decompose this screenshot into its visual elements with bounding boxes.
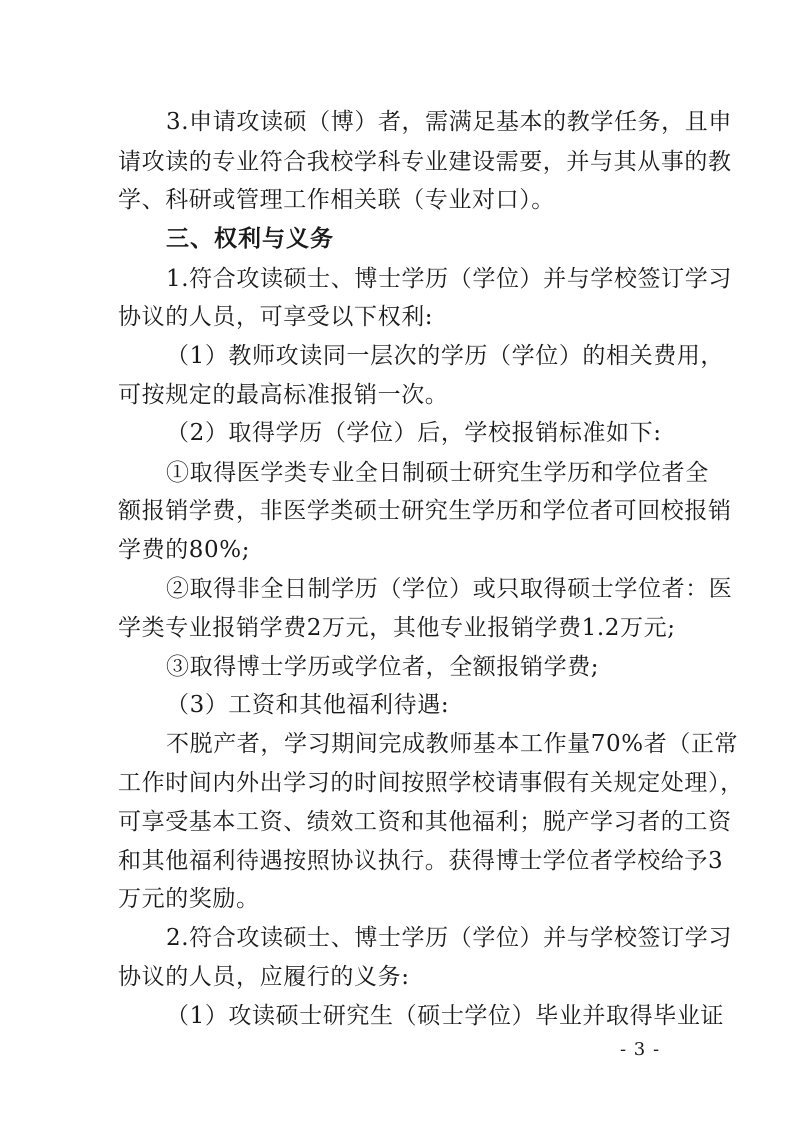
- text-line: 学、科研或管理工作相关联（专业对口）。: [118, 187, 555, 213]
- text-line: 学费的80%;: [118, 537, 251, 563]
- page-number: - 3 -: [620, 1039, 661, 1060]
- section-heading: 三、权利与义务: [166, 226, 334, 252]
- text-line: （1）教师攻读同一层次的学历（学位）的相关费用，: [166, 343, 725, 369]
- text-line: 协议的人员，应履行的义务:: [118, 964, 410, 990]
- text-line: 额报销学费，非医学类硕士研究生学历和学位者可回校报销: [118, 498, 732, 524]
- text-line: 学类专业报销学费2万元，其他专业报销学费1.2万元;: [118, 615, 676, 641]
- text-line: ③取得博士学历或学位者，全额报销学费;: [166, 654, 600, 680]
- text-line: 请攻读的专业符合我校学科专业建设需要，并与其从事的教: [118, 149, 732, 175]
- text-line: （1）攻读硕士研究生（硕士学位）毕业并取得毕业证: [166, 1003, 725, 1029]
- text-line: 和其他福利待遇按照协议执行。获得博士学位者学校给予3: [118, 848, 724, 874]
- text-line: 1.符合攻读硕士、博士学历（学位）并与学校签订学习: [166, 266, 732, 292]
- text-line: 万元的奖励。: [118, 886, 260, 912]
- text-line: 不脱产者，学习期间完成教师基本工作量70%者（正常: [166, 731, 739, 757]
- text-line: （3）工资和其他福利待遇:: [166, 692, 450, 718]
- text-line: ①取得医学类专业全日制硕士研究生学历和学位者全: [166, 460, 709, 486]
- text-line: 可按规定的最高标准报销一次。: [118, 382, 449, 408]
- text-line: （2）取得学历（学位）后，学校报销标准如下:: [166, 420, 662, 446]
- text-line: 协议的人员，可享受以下权利:: [118, 304, 434, 330]
- text-line: 工作时间内外出学习的时间按照学校请事假有关规定处理），: [118, 770, 744, 796]
- text-line: ②取得非全日制学历（学位）或只取得硕士学位者：医: [166, 576, 733, 602]
- text-line: 2.符合攻读硕士、博士学历（学位）并与学校签订学习: [166, 925, 732, 951]
- text-line: 可享受基本工资、绩效工资和其他福利；脱产学习者的工资: [118, 809, 732, 835]
- text-line: 3.申请攻读硕（博）者，需满足基本的教学任务，且申: [166, 109, 732, 135]
